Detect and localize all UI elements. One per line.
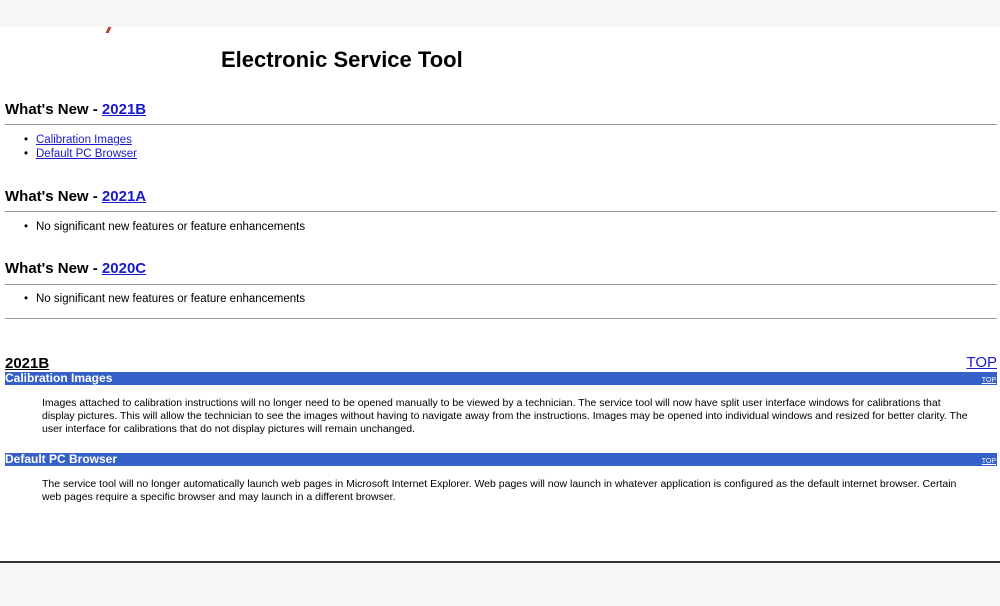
divider [5,124,997,125]
section-bar-title: Calibration Images [5,371,113,385]
section-bar-calibration-images [5,372,997,385]
top-link-small[interactable]: TOP [981,458,996,465]
calibration-images-description: Images attached to calibration instructions will no longer need to be opened manually to be viewed by a technician. The service tool will now have split user interface windows for calibrations that display pictures. This will allow the technician to see the images without having to navigate away from the instructions. Images may be opened into individual windows and resized for better clarity. The user interface for calibrations that do not display pictures will remain unchanged. [42,397,968,435]
list-item: • No significant new features or feature enhancements [24,220,305,234]
top-link[interactable]: TOP [966,354,997,371]
version-link-2021b[interactable]: 2021B [101,101,147,118]
whats-new-heading-text: What's New - [5,260,102,277]
whats-new-list-2021a [24,220,305,234]
section-bar-default-pc-browser [5,453,997,466]
list-item [24,147,137,161]
section-bar-title: Default PC Browser [5,452,118,466]
list-item [24,133,137,147]
whats-new-list-2021b [24,133,137,161]
whats-new-heading-2021b [5,101,146,118]
whats-new-heading-2020c [5,260,146,277]
section-anchor-2021b: 2021B [5,355,50,372]
default-pc-browser-link[interactable]: Default PC Browser [36,148,137,160]
calibration-images-link[interactable]: Calibration Images [36,134,132,146]
default-pc-browser-description: The service tool will no longer automatically launch web pages in Microsoft Internet Explorer. Web pages will now launch in whatever application is configured as the default internet browser. Certain web pages require a specific browser and may launch in a different browser. [42,478,957,503]
whats-new-list-2020c [24,292,305,306]
whats-new-heading-text: What's New - [5,101,102,118]
top-link-small[interactable]: TOP [981,377,996,384]
page-title: Electronic Service Tool [221,47,463,72]
divider [5,284,997,285]
divider [5,318,997,319]
version-link-2021a[interactable]: 2021A [101,188,147,205]
divider [5,211,997,212]
whats-new-heading-2021a [5,188,146,205]
version-link-2020c[interactable]: 2020C [101,260,147,277]
whats-new-heading-text: What's New - [5,188,102,205]
list-item: • No significant new features or feature enhancements [24,292,305,306]
